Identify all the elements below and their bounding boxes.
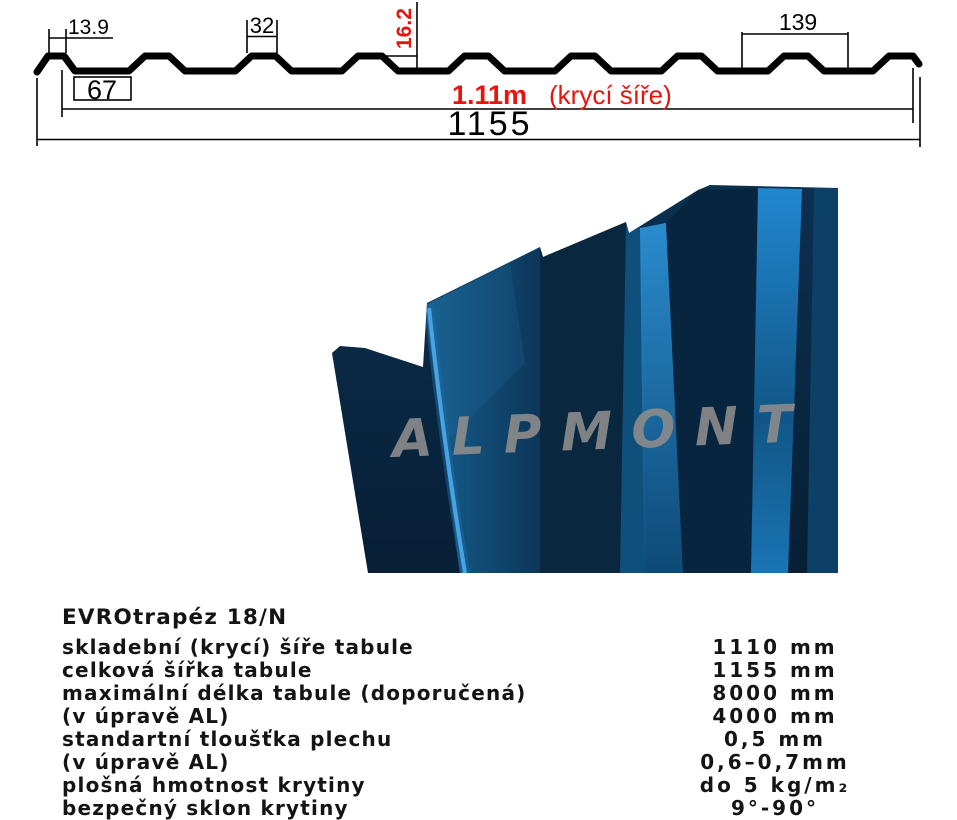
spec-row — [0, 704, 957, 727]
profile-outline — [37, 56, 919, 72]
watermark-text: ALPMONT — [391, 393, 813, 470]
product-photo — [310, 183, 840, 578]
spec-row — [0, 681, 957, 704]
spec-label: standartní tloušťka plechu — [62, 727, 393, 751]
dimension-valley — [74, 75, 131, 105]
spec-label: (v úpravě AL) — [62, 750, 230, 774]
dim-pitch-label: 139 — [778, 9, 818, 35]
dimension-edge-top — [49, 16, 113, 53]
spec-row — [0, 750, 957, 773]
spec-value: do 5 kg/m₂ — [699, 773, 851, 797]
dimension-pitch — [742, 9, 848, 69]
spec-table — [0, 606, 957, 819]
spec-label: skladební (krycí) šíře tabule — [62, 635, 414, 659]
dim-rib-top-label: 32 — [249, 13, 275, 38]
spec-value: 1155 mm — [712, 658, 838, 682]
spec-label: bezpečný sklon krytiny — [62, 796, 349, 820]
spec-value: 9°-90° — [730, 796, 820, 820]
spec-row — [0, 658, 957, 681]
spec-value: 0,6–0,7mm — [700, 750, 850, 774]
product-title: EVROtrapéz 18/N — [62, 605, 288, 630]
sheet-rib-shading — [425, 188, 838, 573]
spec-value: 8000 mm — [712, 681, 838, 705]
spec-label: (v úpravě AL) — [62, 704, 230, 728]
spec-value: 4000 mm — [712, 704, 838, 728]
spec-row — [0, 796, 957, 819]
spec-label: celková šířka tabule — [62, 658, 313, 682]
spec-value: 0,5 mm — [723, 727, 827, 751]
spec-label: plošná hmotnost krytiny — [62, 773, 366, 797]
spec-label: maximální délka tabule (doporučená) — [62, 681, 527, 705]
spec-row — [0, 773, 957, 796]
dim-total-width-label: 1155 — [447, 105, 533, 143]
dim-height-label: 16.2 — [393, 8, 416, 49]
spec-row — [0, 635, 957, 658]
dim-edge-top-label: 13.9 — [68, 16, 109, 39]
dim-cover-note: (krycí šíře) — [549, 80, 672, 110]
spec-value: 1110 mm — [712, 635, 838, 659]
profile-cross-section-diagram — [0, 0, 957, 160]
dimension-rib-top — [247, 13, 277, 53]
dim-valley-label: 67 — [86, 75, 118, 105]
dim-cover-label: 1.11m — [452, 80, 528, 110]
spec-row — [0, 727, 957, 750]
